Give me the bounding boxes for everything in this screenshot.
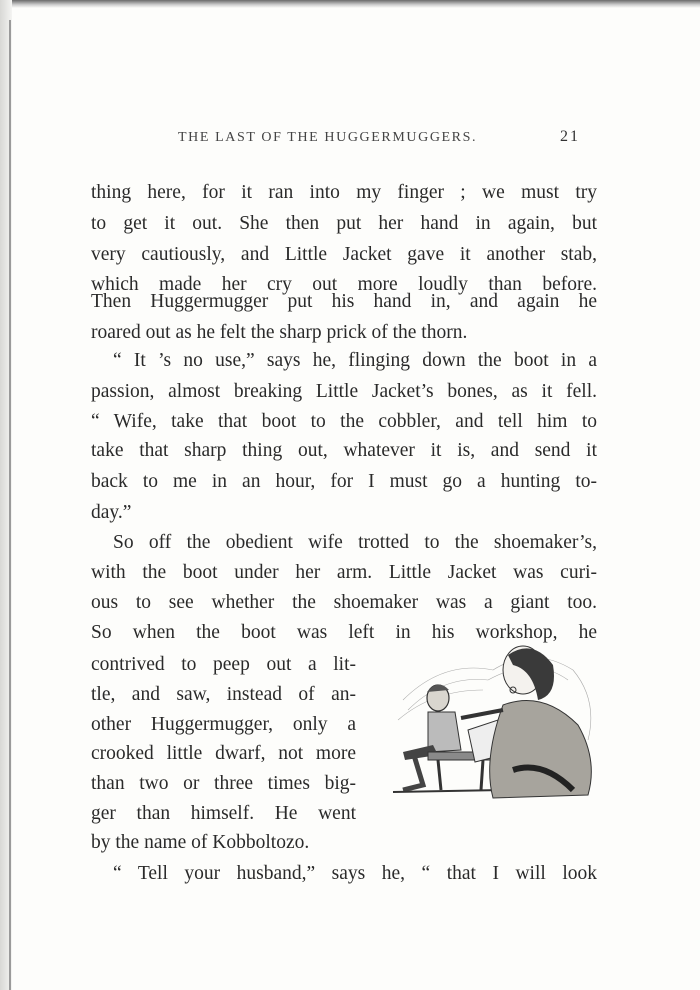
text-line: contrived to peep out a lit-	[91, 654, 356, 675]
text-line: “ It ’s no use,” says he, flinging down the boot in a	[113, 350, 597, 371]
text-line: passion, almost breaking Little Jacket’s bones, as it fell.	[91, 381, 597, 402]
text-line: with the boot under her arm. Little Jacket was curi-	[91, 562, 597, 583]
text-line: which made her cry out more loudly than before.	[91, 274, 597, 295]
text-line: day.”	[91, 502, 132, 523]
text-line: by the name of Kobboltozo.	[91, 832, 310, 853]
text-line: thing here, for it ran into my finger ; we must try	[91, 182, 597, 203]
spine-line	[9, 20, 11, 990]
text-line: take that sharp thing out, whatever it is, and send it	[91, 440, 597, 461]
text-line: crooked little dwarf, not more	[91, 743, 356, 764]
text-line: very cautiously, and Little Jacket gave it another stab,	[91, 244, 597, 265]
text-line: tle, and saw, instead of an-	[91, 684, 356, 705]
engraving-illustration-dwarf-and-woman	[383, 640, 603, 805]
text-line: back to me in an hour, for I must go a hunting to-	[91, 471, 597, 492]
page-number: 21	[560, 128, 580, 145]
text-line: roared out as he felt the sharp prick of the thorn.	[91, 322, 468, 343]
text-line: to get it out. She then put her hand in again, but	[91, 213, 597, 234]
text-line: So when the boot was left in his workshop, he	[91, 622, 597, 643]
text-line: So off the obedient wife trotted to the shoemaker’s,	[113, 532, 597, 553]
text-line: ous to see whether the shoemaker was a giant too.	[91, 592, 597, 613]
text-line: other Huggermugger, only a	[91, 714, 356, 735]
running-title: THE LAST OF THE HUGGERMUGGERS.	[178, 130, 478, 145]
text-line: ger than himself. He went	[91, 803, 356, 824]
text-line: “ Tell your husband,” says he, “ that I will look	[113, 863, 597, 884]
text-line: than two or three times big-	[91, 773, 356, 794]
book-spine-edge	[0, 0, 12, 990]
text-line: Then Huggermugger put his hand in, and again he	[91, 291, 597, 312]
page-top-edge	[0, 0, 700, 8]
text-line: “ Wife, take that boot to the cobbler, and tell him to	[91, 411, 597, 432]
